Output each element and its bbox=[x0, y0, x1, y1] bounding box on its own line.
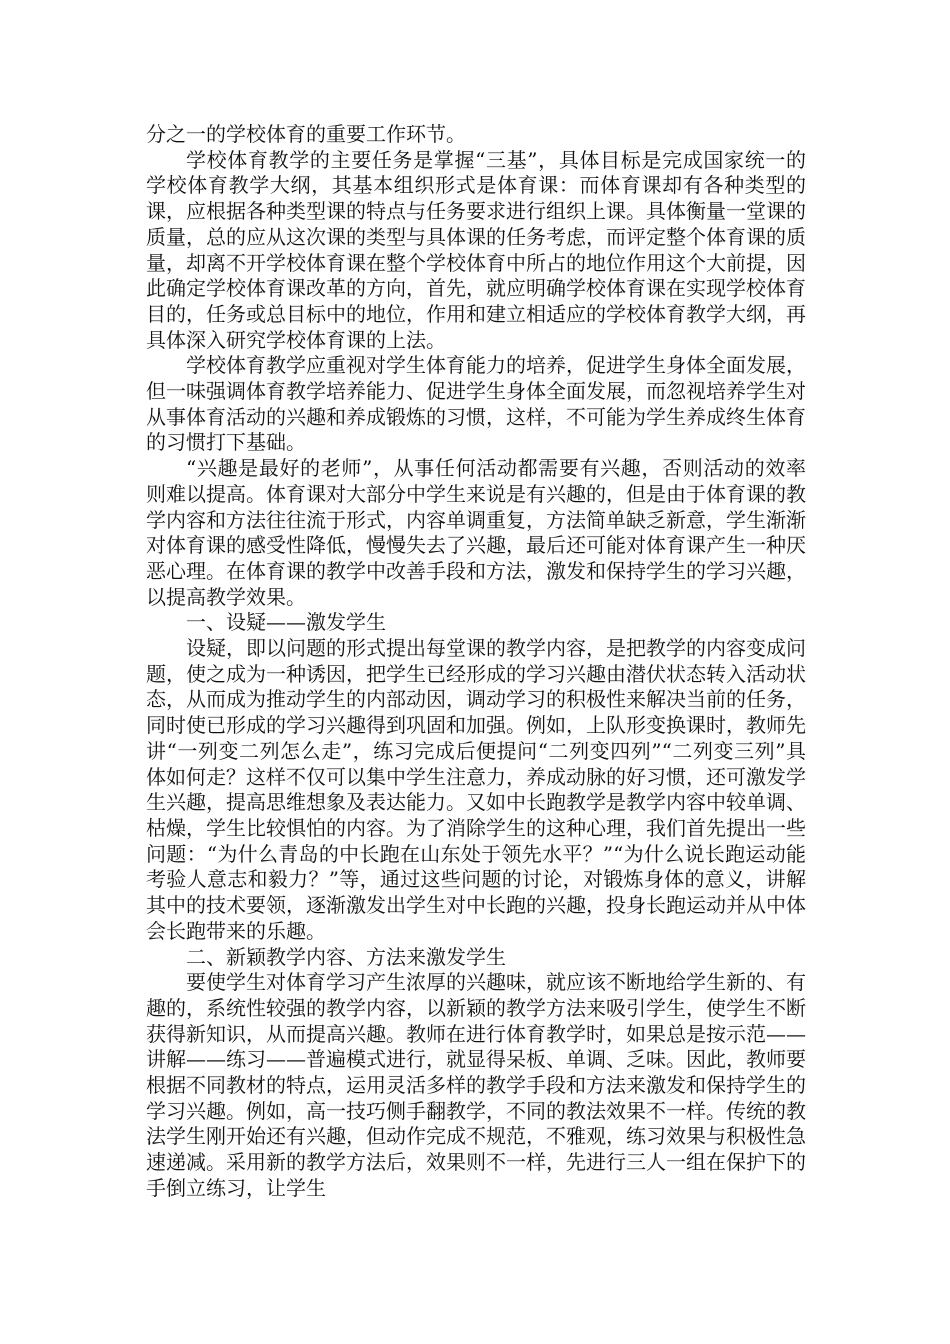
paragraph-main-tasks: 学校体育教学的主要任务是掌握“三基”，具体目标是完成国家统一的学校体育教学大纲，其基本组织形式是体育课：而体育课却有各种类型的课，应根据各种类型课的特点与任务要求进行组织上课。具体衡量一堂课的质量，总的应从这次课的类型与具体课的任务考虑，而评定整个体育课的质量，却离不开学校体育课在整个学校体育中所占的地位作用这个大前提，因此确定学校体育课改革的方向，首先，就应明确学校体育课在实现学校体育目的，任务或总目标中的地位，作用和建立相适应的学校体育教学大纲，再具体深入研究学校体育课的上法。 bbox=[146, 147, 806, 352]
paragraph-ability-training: 学校体育教学应重视对学生体育能力的培养，促进学生身体全面发展，但一味强调体育教学培养能力、促进学生身体全面发展，而忽视培养学生对从事体育活动的兴趣和养成锻炼的习惯，这样，不可能为学生养成终生体育的习惯打下基础。 bbox=[146, 353, 806, 455]
section-heading-questioning: 一、设疑——激发学生 bbox=[186, 610, 386, 635]
paragraph-continuation: 分之一的学校体育的重要工作环节。 bbox=[146, 122, 466, 146]
paragraph-interest-teacher: “兴趣是最好的老师”，从事任何活动都需要有兴趣，否则活动的效率则难以提高。体育课对大部分中学生来说是有兴趣的，但是由于体育课的教学内容和方法往往流于形式，内容单调重复，方法简单缺乏新意，学生渐渐对体育课的感受性降低，慢慢失去了兴趣，最后还可能对体育课产生一种厌恶心理。在体育课的教学中改善手段和方法，激发和保持学生的学习兴趣，以提高教学效果。 bbox=[146, 456, 806, 609]
paragraph-new-methods: 要使学生对体育学习产生浓厚的兴趣味，就应该不断地给学生新的、有趣的，系统性较强的教学内容，以新颖的教学方法来吸引学生，使学生不断获得新知识，从而提高兴趣。教师在进行体育教学时，如果总是按示范——讲解——练习——普遍模式进行，就显得呆板、单调、乏味。因此，教师要根据不同教材的特点，运用灵活多样的教学手段和方法来激发和保持学生的学习兴趣。例如，高一技巧侧手翻教学，不同的教法效果不一样。传统的教法学生刚开始还有兴趣，但动作完成不规范，不雅观，练习效果与积极性急速递减。采用新的教学方法后，效果则不一样，先进行三人一组在保护下的手倒立练习，让学生 bbox=[146, 970, 806, 1200]
document-page bbox=[146, 122, 806, 1202]
section-heading-new-methods: 二、新颖教学内容、方法来激发学生 bbox=[186, 944, 506, 969]
paragraph-questioning: 设疑，即以问题的形式提出每堂课的教学内容，是把教学的内容变成问题，使之成为一种诱因，把学生已经形成的学习兴趣由潜伏状态转入活动状态，从而成为推动学生的内部动因，调动学习的积极性来解决当前的任务，同时使已形成的学习兴趣得到巩固和加强。例如，上队形变换课时，教师先讲“一列变二列怎么走”，练习完成后便提问“二列变四列”“二列变三列”具体如何走？这样不仅可以集中学生注意力，养成动脉的好习惯，还可激发学生兴趣，提高思维想象及表达能力。又如中长跑教学是教学内容中较单调、枯燥，学生比较惧怕的内容。为了消除学生的这种心理，我们首先提出一些问题：“为什么青岛的中长跑在山东处于领先水平？”“为什么说长跑运动能考验人意志和毅力？”等，通过这些问题的讨论，对锻炼身体的意义，讲解其中的技术要领，逐渐激发出学生对中长跑的兴趣，投身长跑运动并从中体会长跑带来的乐趣。 bbox=[146, 636, 806, 943]
